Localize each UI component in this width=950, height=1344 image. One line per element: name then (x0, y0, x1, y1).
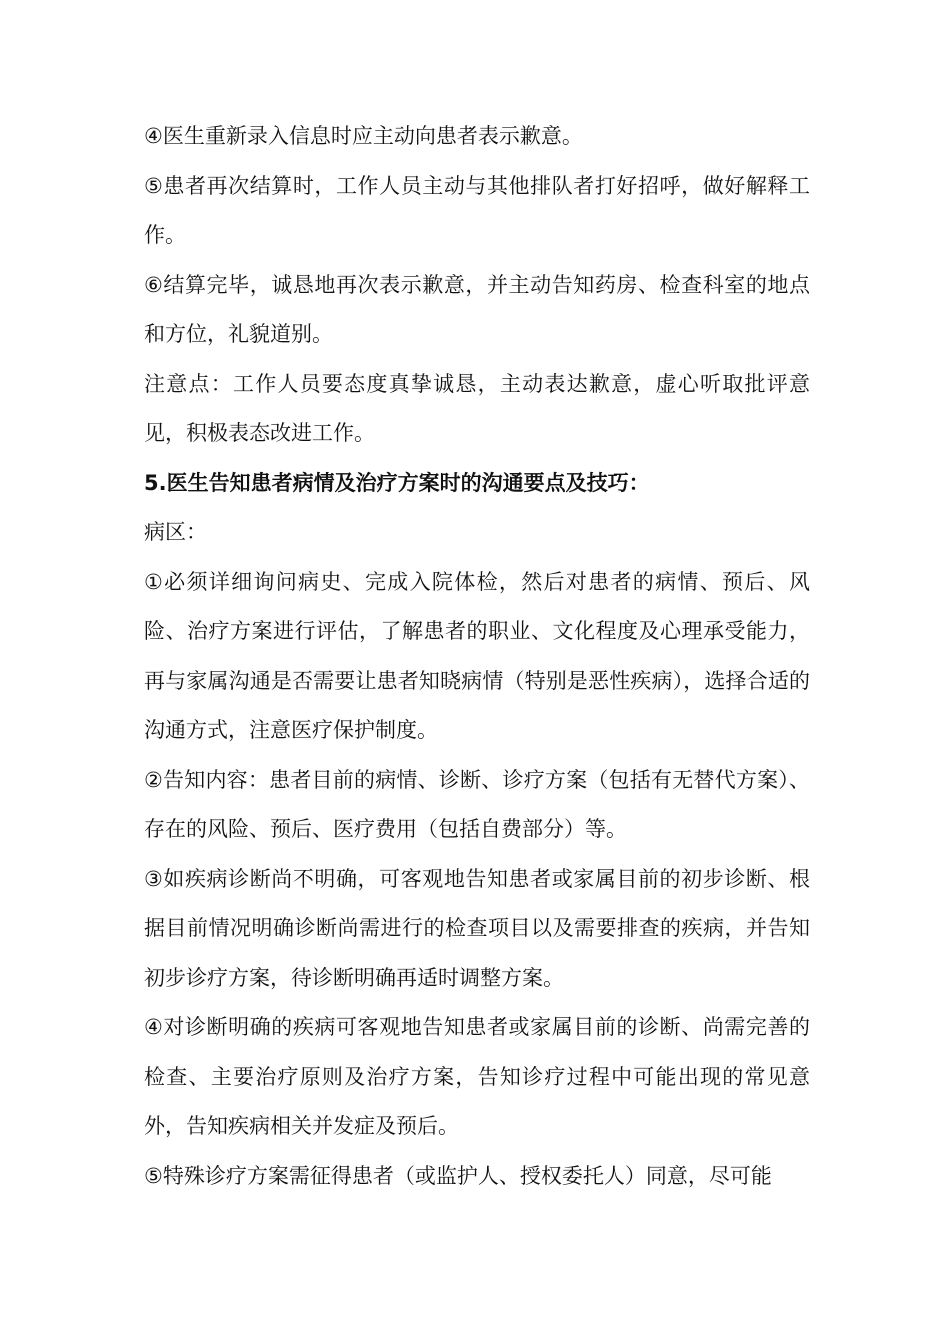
paragraph-step-4-apology: ④医生重新录入信息时应主动向患者表示歉意。 (144, 124, 583, 148)
document-body (144, 112, 810, 1201)
paragraph-step-5-settlement: ⑤患者再次结算时，工作人员主动与其他排队者打好招呼，做好解释工作。 (144, 173, 810, 247)
paragraph-item-5: ⑤特殊诊疗方案需征得患者（或监护人、授权委托人）同意，尽可能 (144, 1163, 772, 1188)
section-heading: 5.医生告知患者病情及治疗方案时的沟通要点及技巧： (144, 470, 650, 495)
paragraph-step-6-farewell: ⑥结算完毕，诚恳地再次表示歉意，并主动告知药房、检查科室的地点和方位，礼貌道别。 (144, 272, 810, 346)
paragraph-item-1: ①必须详细询问病史、完成入院体检，然后对患者的病情、预后、风险、治疗方案进行评估，了解患者的职业、文化程度及心理承受能力，再与家属沟通是否需要让患者知晓病情（特别是恶性疾病），选择合适的沟通方式，注意医疗保护制度。 (144, 569, 810, 742)
paragraph-item-3: ③如疾病诊断尚不明确，可客观地告知患者或家属目前的初步诊断、根据目前情况明确诊断尚需进行的检查项目以及需要排查的疾病，并告知初步诊疗方案，待诊断明确再适时调整方案。 (144, 866, 810, 990)
paragraph-ward-label: 病区： (144, 520, 207, 544)
paragraph-item-2: ②告知内容：患者目前的病情、诊断、诊疗方案（包括有无替代方案）、存在的风险、预后、医疗费用（包括自费部分）等。 (144, 767, 810, 841)
paragraph-item-4: ④对诊断明确的疾病可客观地告知患者或家属目前的诊断、尚需完善的检查、主要治疗原则及治疗方案，告知诊疗过程中可能出现的常见意外，告知疾病相关并发症及预后。 (144, 1015, 810, 1138)
paragraph-note: 注意点：工作人员要态度真挚诚恳，主动表达歉意，虚心听取批评意见，积极表态改进工作。 (144, 371, 810, 445)
